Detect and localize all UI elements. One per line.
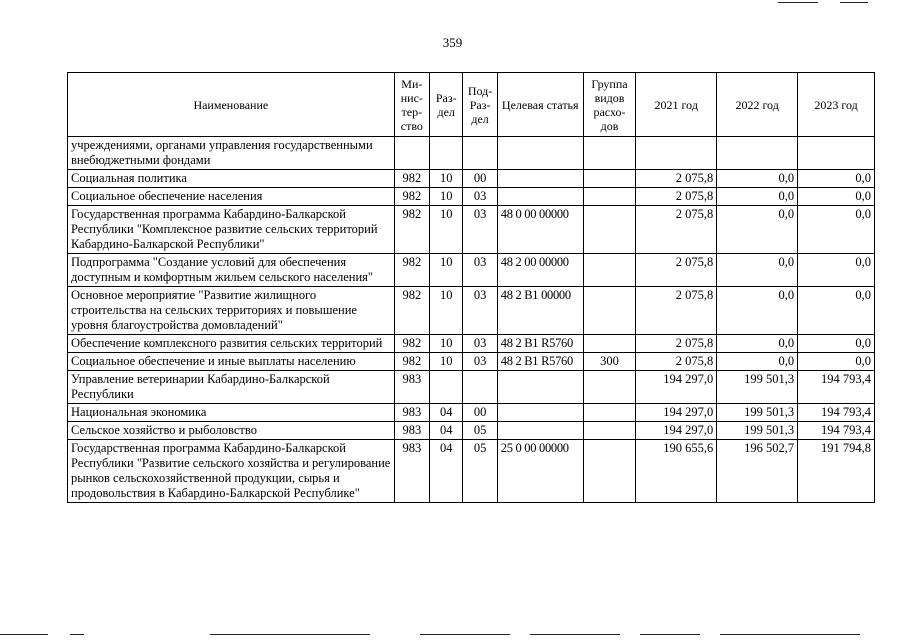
row-name: Социальное обеспечение и иные выплаты населению <box>68 353 395 371</box>
row-2021: 2 075,8 <box>636 254 717 287</box>
row-subsection: 03 <box>463 353 497 371</box>
row-subsection: 00 <box>463 170 497 188</box>
row-2023: 0,0 <box>798 188 875 206</box>
row-subsection <box>463 371 497 404</box>
scan-edge-line <box>530 634 620 635</box>
row-section: 04 <box>430 440 463 503</box>
row-2021: 2 075,8 <box>636 287 717 335</box>
table-row <box>68 287 875 335</box>
header-name: Наименование <box>68 73 395 137</box>
row-2022: 0,0 <box>717 335 798 353</box>
row-2022: 0,0 <box>717 353 798 371</box>
row-ministry: 982 <box>394 335 429 353</box>
header-2021: 2021 год <box>636 73 717 137</box>
header-subsection: Под-Раз-дел <box>463 73 497 137</box>
row-section: 10 <box>430 254 463 287</box>
row-2022: 199 501,3 <box>717 404 798 422</box>
page-number: 359 <box>442 35 463 50</box>
scan-edge-line <box>70 634 84 635</box>
row-2021: 194 297,0 <box>636 371 717 404</box>
row-2023: 0,0 <box>798 170 875 188</box>
scan-edge-line <box>778 2 818 3</box>
row-ministry: 982 <box>394 188 429 206</box>
row-2023 <box>798 137 875 170</box>
row-subsection: 00 <box>463 404 497 422</box>
scan-edge-line <box>420 634 510 635</box>
row-name: Социальное обеспечение населения <box>68 188 395 206</box>
row-2022: 0,0 <box>717 170 798 188</box>
row-2023: 194 793,4 <box>798 371 875 404</box>
row-2023: 194 793,4 <box>798 422 875 440</box>
row-ministry: 983 <box>394 404 429 422</box>
row-2021: 2 075,8 <box>636 170 717 188</box>
row-subsection: 03 <box>463 206 497 254</box>
row-ministry: 983 <box>394 422 429 440</box>
scan-edge-line <box>720 634 860 635</box>
row-ministry: 983 <box>394 440 429 503</box>
table-row <box>68 188 875 206</box>
row-section: 10 <box>430 287 463 335</box>
table-row <box>68 422 875 440</box>
row-2023: 0,0 <box>798 287 875 335</box>
row-section: 10 <box>430 188 463 206</box>
row-name: учреждениями, органами управления государственными внебюджетными фондами <box>68 137 395 170</box>
row-ministry: 982 <box>394 353 429 371</box>
table-row <box>68 335 875 353</box>
row-2021: 194 297,0 <box>636 404 717 422</box>
row-section <box>430 371 463 404</box>
scan-edge-line <box>0 634 48 635</box>
header-target: Целевая статья <box>497 73 583 137</box>
row-2022 <box>717 137 798 170</box>
row-target <box>497 404 583 422</box>
row-2023: 191 794,8 <box>798 440 875 503</box>
row-subsection: 03 <box>463 335 497 353</box>
row-ministry <box>394 137 429 170</box>
row-target: 48 2 B1 R5760 <box>497 353 583 371</box>
row-ministry: 982 <box>394 254 429 287</box>
row-target: 25 0 00 00000 <box>497 440 583 503</box>
table-body <box>68 137 875 503</box>
row-subsection: 03 <box>463 287 497 335</box>
row-2021: 2 075,8 <box>636 206 717 254</box>
row-name: Социальная политика <box>68 170 395 188</box>
table-row <box>68 371 875 404</box>
row-expense-group <box>583 188 636 206</box>
row-2021 <box>636 137 717 170</box>
row-2023: 0,0 <box>798 353 875 371</box>
row-expense-group: 300 <box>583 353 636 371</box>
row-2022: 0,0 <box>717 254 798 287</box>
header-2023: 2023 год <box>798 73 875 137</box>
row-expense-group <box>583 335 636 353</box>
table-row <box>68 440 875 503</box>
row-2022: 199 501,3 <box>717 422 798 440</box>
row-2023: 194 793,4 <box>798 404 875 422</box>
scan-edge-line <box>210 634 370 635</box>
scan-edge-line <box>840 2 868 3</box>
row-2021: 194 297,0 <box>636 422 717 440</box>
row-expense-group <box>583 422 636 440</box>
table-row <box>68 206 875 254</box>
table-row <box>68 404 875 422</box>
row-2021: 2 075,8 <box>636 353 717 371</box>
row-ministry: 982 <box>394 170 429 188</box>
row-section: 10 <box>430 170 463 188</box>
row-expense-group <box>583 440 636 503</box>
row-section: 10 <box>430 353 463 371</box>
row-2022: 0,0 <box>717 206 798 254</box>
row-expense-group <box>583 404 636 422</box>
row-name: Сельское хозяйство и рыболовство <box>68 422 395 440</box>
row-target <box>497 422 583 440</box>
budget-table <box>67 72 875 503</box>
table-row <box>68 353 875 371</box>
row-target <box>497 170 583 188</box>
row-target: 48 0 00 00000 <box>497 206 583 254</box>
row-2021: 190 655,6 <box>636 440 717 503</box>
row-expense-group <box>583 254 636 287</box>
row-expense-group <box>583 371 636 404</box>
row-2022: 0,0 <box>717 287 798 335</box>
row-section: 10 <box>430 206 463 254</box>
scan-edge-line <box>640 634 700 635</box>
row-2022: 0,0 <box>717 188 798 206</box>
header-expense-group: Группа видов расхо-дов <box>583 73 636 137</box>
row-target: 48 2 B1 R5760 <box>497 335 583 353</box>
row-ministry: 982 <box>394 287 429 335</box>
row-subsection <box>463 137 497 170</box>
row-expense-group <box>583 170 636 188</box>
row-name: Управление ветеринарии Кабардино-Балкарской Республики <box>68 371 395 404</box>
row-2022: 196 502,7 <box>717 440 798 503</box>
row-subsection: 03 <box>463 254 497 287</box>
row-name: Государственная программа Кабардино-Балкарской Республики "Комплексное развитие сельских территорий Кабардино-Балкарской Республики" <box>68 206 395 254</box>
row-section <box>430 137 463 170</box>
row-subsection: 05 <box>463 422 497 440</box>
row-2021: 2 075,8 <box>636 188 717 206</box>
row-section: 04 <box>430 422 463 440</box>
row-target: 48 2 B1 00000 <box>497 287 583 335</box>
table-row <box>68 170 875 188</box>
row-subsection: 05 <box>463 440 497 503</box>
row-target <box>497 371 583 404</box>
row-2023: 0,0 <box>798 335 875 353</box>
row-expense-group <box>583 287 636 335</box>
table-header <box>68 73 875 137</box>
row-2021: 2 075,8 <box>636 335 717 353</box>
row-target <box>497 188 583 206</box>
row-section: 04 <box>430 404 463 422</box>
row-target: 48 2 00 00000 <box>497 254 583 287</box>
row-name: Основное мероприятие "Развитие жилищного строительства на сельских территориях и повышение уровня благоустройства домовладений" <box>68 287 395 335</box>
row-target <box>497 137 583 170</box>
row-name: Национальная экономика <box>68 404 395 422</box>
row-expense-group <box>583 137 636 170</box>
row-2023: 0,0 <box>798 254 875 287</box>
row-name: Государственная программа Кабардино-Балкарской Республики "Развитие сельского хозяйства и регулирование рынков сельскохозяйственной продукции, сырья и продовольствия в Кабардино-Балкарской Республике" <box>68 440 395 503</box>
row-2022: 199 501,3 <box>717 371 798 404</box>
row-name: Подпрограмма "Создание условий для обеспечения доступным и комфортным жильем сельского населения" <box>68 254 395 287</box>
row-2023: 0,0 <box>798 206 875 254</box>
header-2022: 2022 год <box>717 73 798 137</box>
header-section: Раз-дел <box>430 73 463 137</box>
row-expense-group <box>583 206 636 254</box>
row-section: 10 <box>430 335 463 353</box>
table-row <box>68 254 875 287</box>
row-subsection: 03 <box>463 188 497 206</box>
header-ministry: Ми-нис-тер-ство <box>394 73 429 137</box>
row-ministry: 983 <box>394 371 429 404</box>
table-row <box>68 137 875 170</box>
row-name: Обеспечение комплексного развития сельских территорий <box>68 335 395 353</box>
row-ministry: 982 <box>394 206 429 254</box>
